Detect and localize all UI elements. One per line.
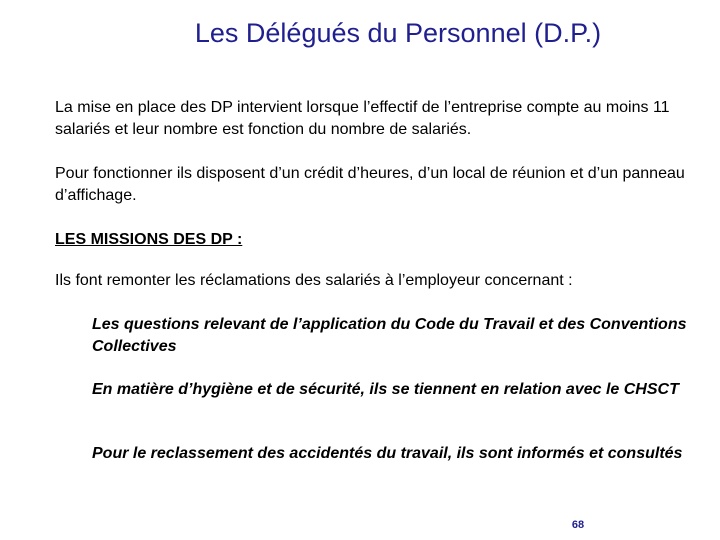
intro-paragraph: La mise en place des DP intervient lorsque l’effectif de l’entreprise compte au moins 11 salariés et leur nombre est fonction du nombre de salariés. <box>55 99 670 138</box>
mission-item: Pour le reclassement des accidentés du travail, ils sont informés et consultés <box>92 445 683 462</box>
resources-paragraph: Pour fonctionner ils disposent d’un crédit d’heures, d’un local de réunion et d’un panneau d’affichage. <box>55 165 685 204</box>
slide-title: Les Délégués du Personnel (D.P.) <box>194 18 602 48</box>
mission-item: Les questions relevant de l’application du Code du Travail et des Conventions Collectives <box>92 316 687 355</box>
page-number: 68 <box>571 519 585 531</box>
section-heading: LES MISSIONS DES DP : <box>55 231 243 248</box>
missions-intro-paragraph: Ils font remonter les réclamations des salariés à l’employeur concernant : <box>55 272 573 289</box>
mission-item: En matière d’hygiène et de sécurité, ils se tiennent en relation avec le CHSCT <box>92 381 679 398</box>
